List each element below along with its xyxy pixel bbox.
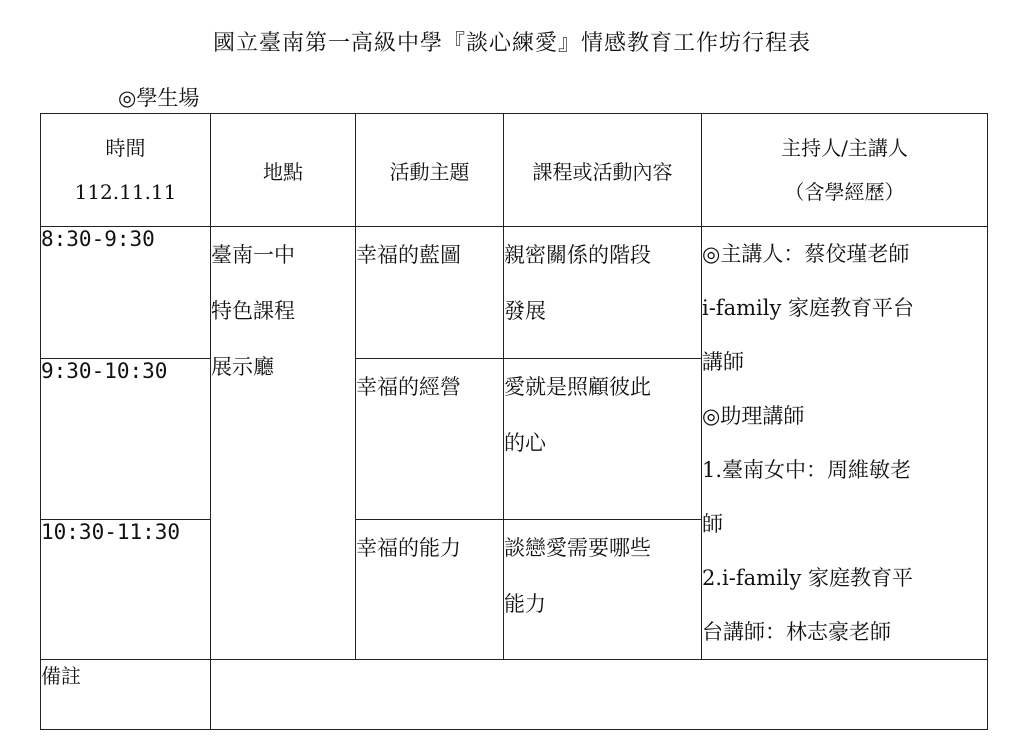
header-host-title: 主持人/主講人 [781,136,908,160]
header-host-note: （含學經歷） [784,180,905,204]
content-cell [504,358,702,520]
content-line: 的心 [504,430,546,455]
header-host [702,114,988,227]
header-content: 課程或活動內容 [504,114,702,227]
header-time [41,114,211,227]
section-label: ◎學生場 [118,86,200,110]
host-line: ◎主講人：蔡佼瑾老師 [702,242,910,266]
header-location: 地點 [211,114,356,227]
header-time-label: 時間 [105,136,146,160]
location-line: 展示廳 [211,355,274,379]
host-line: ◎助理講師 [702,404,805,428]
content-cell [504,520,702,660]
host-line: i-family 家庭教育平台 [702,296,914,320]
host-line: 講師 [702,350,744,374]
content-line: 能力 [504,592,546,617]
notes-row [41,660,988,730]
topic-cell: 幸福的藍圖 [356,227,504,359]
content-line: 愛就是照顧彼此 [504,374,651,399]
content-line: 親密關係的階段 [504,243,651,267]
content-line: 談戀愛需要哪些 [504,536,651,561]
location-line: 特色課程 [211,299,295,323]
header-date: 112.11.11 [74,180,177,204]
document-title: 國立臺南第一高級中學『談心練愛』情感教育工作坊行程表 [212,31,811,56]
topic-cell: 幸福的能力 [356,520,504,660]
notes-value [211,660,988,730]
host-line: 師 [702,512,723,536]
location-cell [211,227,356,660]
host-line: 1.臺南女中：周維敏老 [702,458,912,482]
header-row [41,114,988,227]
header-topic: 活動主題 [356,114,504,227]
time-cell: 9:30-10:30 [41,358,211,520]
time-cell: 8:30-9:30 [41,227,211,359]
topic-cell: 幸福的經營 [356,358,504,520]
content-cell [504,227,702,359]
notes-label: 備註 [41,660,211,730]
host-cell [702,227,988,660]
location-line: 臺南一中 [211,243,295,267]
table-row [41,227,988,359]
schedule-table [40,113,988,730]
host-line: 台講師：林志豪老師 [702,620,891,644]
host-line: 2.i-family 家庭教育平 [702,566,914,590]
time-cell: 10:30-11:30 [41,520,211,660]
content-line: 發展 [504,299,546,323]
